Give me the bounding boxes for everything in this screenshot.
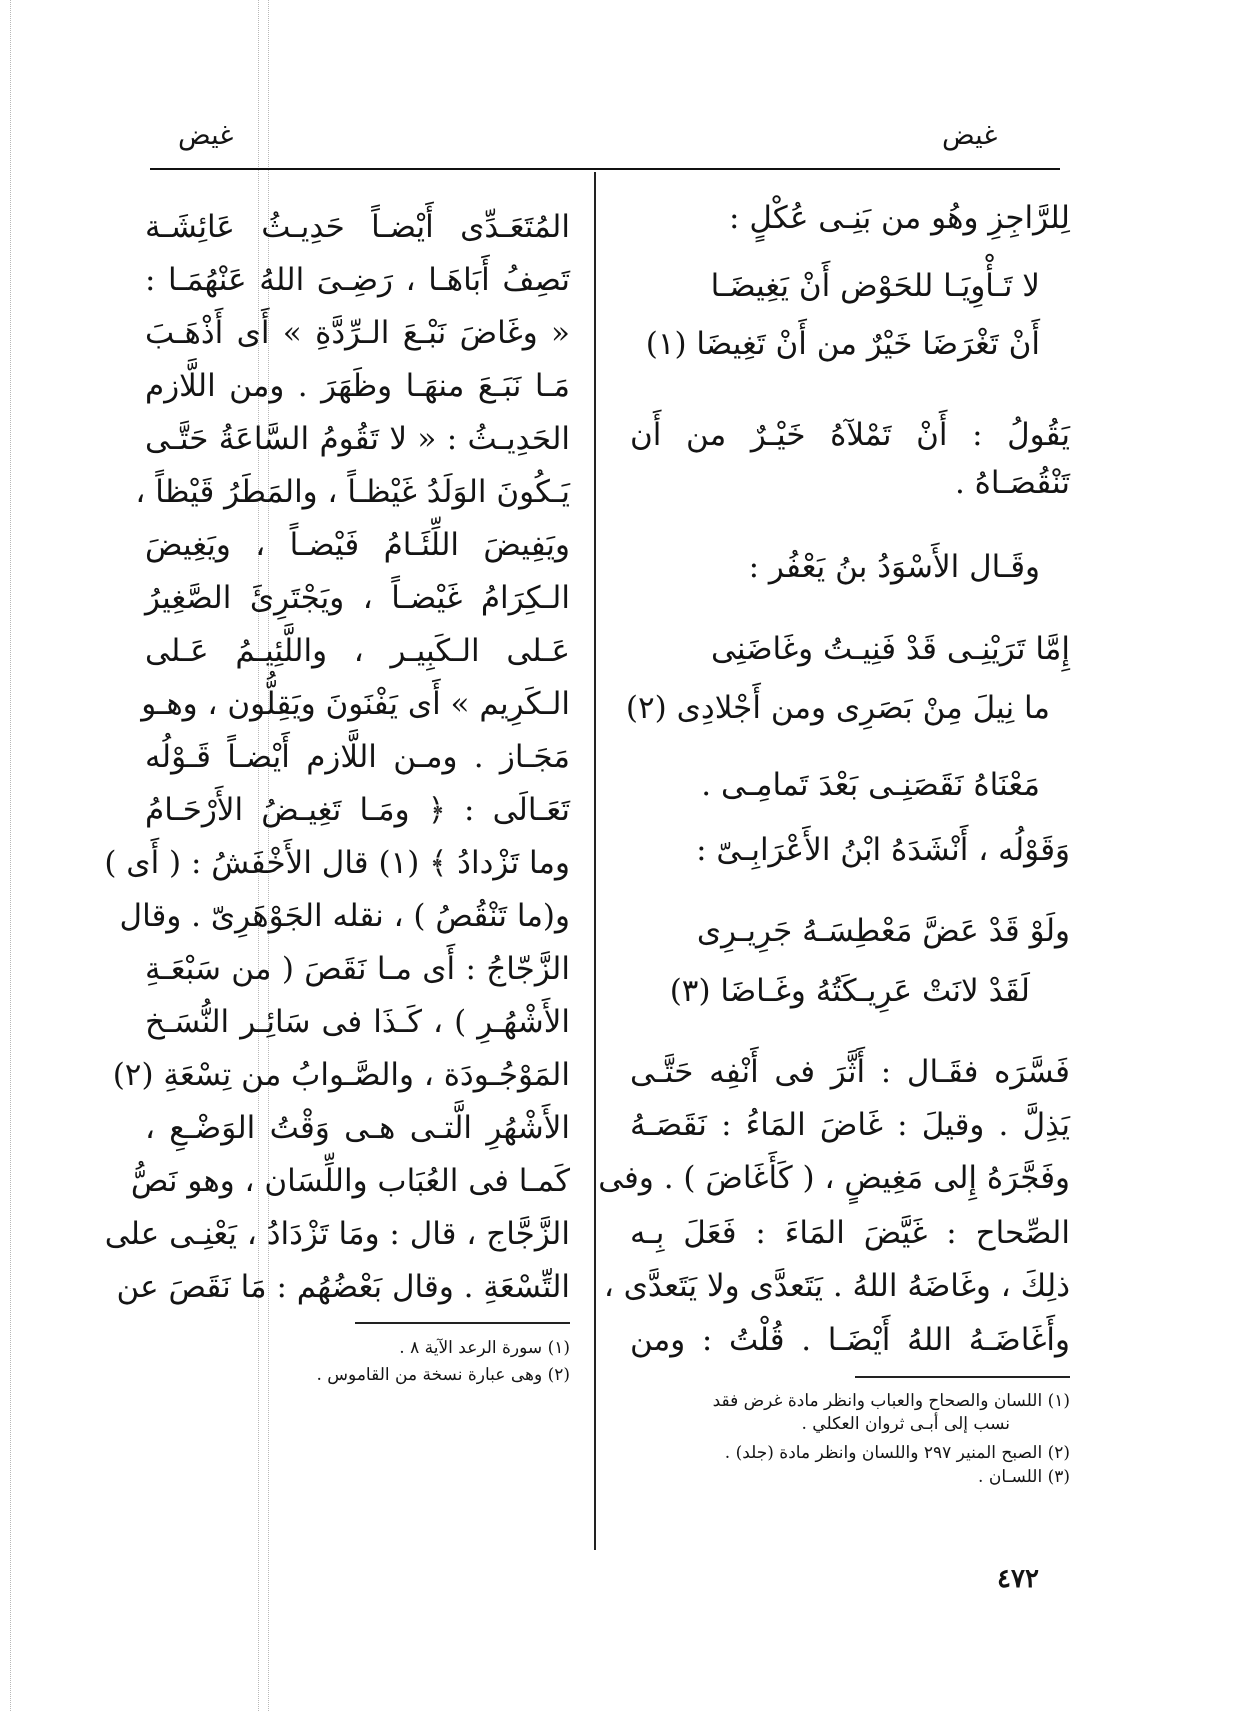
text-line: وأَغَاضَـهُ اللهُ أَيْضَـا . قُلْتُ : ومن (630, 1322, 1070, 1358)
running-header-right: غيض (942, 120, 998, 151)
verse-line: ما نِيلَ مِنْ بَصَرِى ومن أَجْلادِى (٢) (625, 690, 1050, 726)
footnote: نسب إلى أبـى ثروان العكلي . (801, 1414, 1010, 1434)
text-line: الحَدِيـثُ : « لا تَقُومُ السَّاعَةُ حَتَّـى (145, 421, 570, 457)
text-line: يَذِلَّ . وقيلَ : غَاضَ المَاءُ : نَقَصَـهُ (630, 1107, 1070, 1143)
running-header-left: غيض (178, 120, 234, 151)
footnote-rule (355, 1322, 570, 1324)
text-line: الصِّحاح : غَيَّضَ المَاءَ : فَعَلَ بِـه (630, 1215, 1070, 1251)
text-line: وفَجَّرَهُ إِلى مَغِيضٍ ، ( كَأَغَاضَ ) . وفى (598, 1160, 1070, 1196)
text-line: الأَشْهُرِ الَّتـى هـى وَقْتُ الوَضْـعِ ، (145, 1110, 570, 1146)
text-line: ذلِكَ ، وغَاضَهُ اللهُ . يَتَعدَّى ولا يَتَعدَّى ، (603, 1268, 1070, 1304)
column-divider (594, 172, 596, 1550)
left-column (104, 0, 570, 1711)
text-line: التِّسْعَةِ . وقال بَعْضُهُم : مَا نَقَصَ عن (116, 1269, 570, 1305)
text-line: عَـلى الـكَبِيـر ، واللَّئِيـمُ عَـلى (145, 633, 570, 669)
text-line: يَقُولُ : أَنْ تَمْلآهُ خَيْـرٌ من أَن (630, 417, 1070, 453)
text-line: الـكَرِيم » أَى يَفْنَونَ ويَقِلُّون ، وهـو (141, 686, 570, 722)
text-line: مَعْنَاهُ نَقَصَنِـى بَعْدَ تَمامِـى . (701, 767, 1040, 803)
text-line: الأَشْهُـرِ ) ، كَـذَا فى سَائِـر النُّسَـخ (145, 1004, 570, 1040)
text-line: الزَّجّاجُ : أَى مـا نَقَصَ ( من سَبْعَـةِ (145, 951, 570, 987)
text-line: مَـا نَبَـعَ منهَـا وظَهَرَ . ومن اللَّازم (145, 368, 570, 404)
text-line: وما تَزْدادُ ﴾ (١) قال الأَخْفَشُ : ( أَى ) (104, 845, 570, 881)
text-line: المَوْجُـودَة ، والصَّـوابُ من تِسْعَةِ (٢) (112, 1057, 570, 1093)
text-line: تَنْقُصَـاهُ . (954, 465, 1070, 501)
verse-line: أَنْ تَغْرَضَا خَيْرٌ من أَنْ تَغِيضَا (١) (645, 326, 1040, 362)
verse-line: إِمَّا تَرَيْنِـى قَدْ فَنِيـتُ وغَاضَنِى (711, 631, 1070, 667)
footnote: (٣) اللسـان . (978, 1467, 1070, 1487)
verse-line: لا تَـأْوِيَـا للحَوْض أَنْ يَغِيضَـا (710, 268, 1040, 304)
footnote: (١) سورة الرعد الآية ٨ . (399, 1338, 570, 1358)
text-line: « وغَاضَ نَبْـعَ الـرِّدَّةِ » أَى أَذْهَـبَ (145, 315, 570, 351)
text-line: لِلرَّاجِزِ وهُو من بَنِـى عُكْلٍ : (729, 200, 1070, 236)
text-line: فَسَّرَه فقَـال : أَثَّرَ فى أَنْفِه حَتَّـى (630, 1054, 1070, 1090)
text-line: يَـكُونَ الوَلَدُ غَيْظـاً ، والمَطَرُ قَيْظاً ، (135, 474, 570, 510)
text-line: المُتَعَـدِّى أَيْضـاً حَدِيـثُ عَائِشَـة (145, 209, 570, 245)
text-line: وَقَوْلُه ، أَنْشَدَهُ ابْنُ الأَعْرَابِـىّ : (696, 832, 1070, 868)
footnote-rule (855, 1376, 1070, 1378)
text-line: مَجَـاز . ومـن اللَّازم أَيْضـاً قَـوْلُه (145, 739, 570, 775)
text-line: و(ما تَنْقُصُ ) ، نقله الجَوْهَرِىّ . وقال (119, 898, 570, 934)
verse-line: ولَوْ قَدْ عَضَّ مَعْطِسَـهُ جَرِيـرِى (696, 913, 1070, 949)
text-line: ويَفِيضَ اللِّئَـامُ فَيْضـاً ، ويَغِيضَ (145, 527, 570, 563)
text-line: الـكِرَامُ غَيْضـاً ، ويَجْتَرِئَ الصَّغِيرُ (145, 580, 570, 616)
footnote: (١) اللسان والصحاح والعباب وانظر مادة غرض فقد (712, 1391, 1070, 1411)
text-line: تَصِفُ أَبَاهَـا ، رَضِـىَ اللهُ عَنْهُمَـا : (145, 262, 570, 298)
footnote: (٢) وهى عبارة نسخة من القاموس . (316, 1365, 570, 1385)
footnote: (٢) الصبح المنير ٢٩٧ واللسان وانظر مادة (جلد) . (724, 1443, 1070, 1463)
text-line: وقَـال الأَسْوَدُ بنُ يَعْفُر : (748, 549, 1040, 585)
text-line: تَعَـالَى : ﴿ ومَـا تَغِيـضُ الأَرْحَـامُ (145, 792, 570, 828)
scan-guide-line (10, 0, 11, 1711)
text-line: الزَّجَّاج ، قال : ومَا تَزْدَادُ ، يَعْنِـى على (104, 1216, 570, 1252)
verse-line: لَقَدْ لانَتْ عَرِيـكَتُهُ وغَـاضَا (٣) (669, 973, 1030, 1009)
text-line: كَمـا فى العُبَاب واللِّسَان ، وهو نَصُّ (130, 1163, 570, 1199)
page-number: ٤٧٢ (997, 1564, 1039, 1594)
right-column (598, 0, 1070, 1711)
